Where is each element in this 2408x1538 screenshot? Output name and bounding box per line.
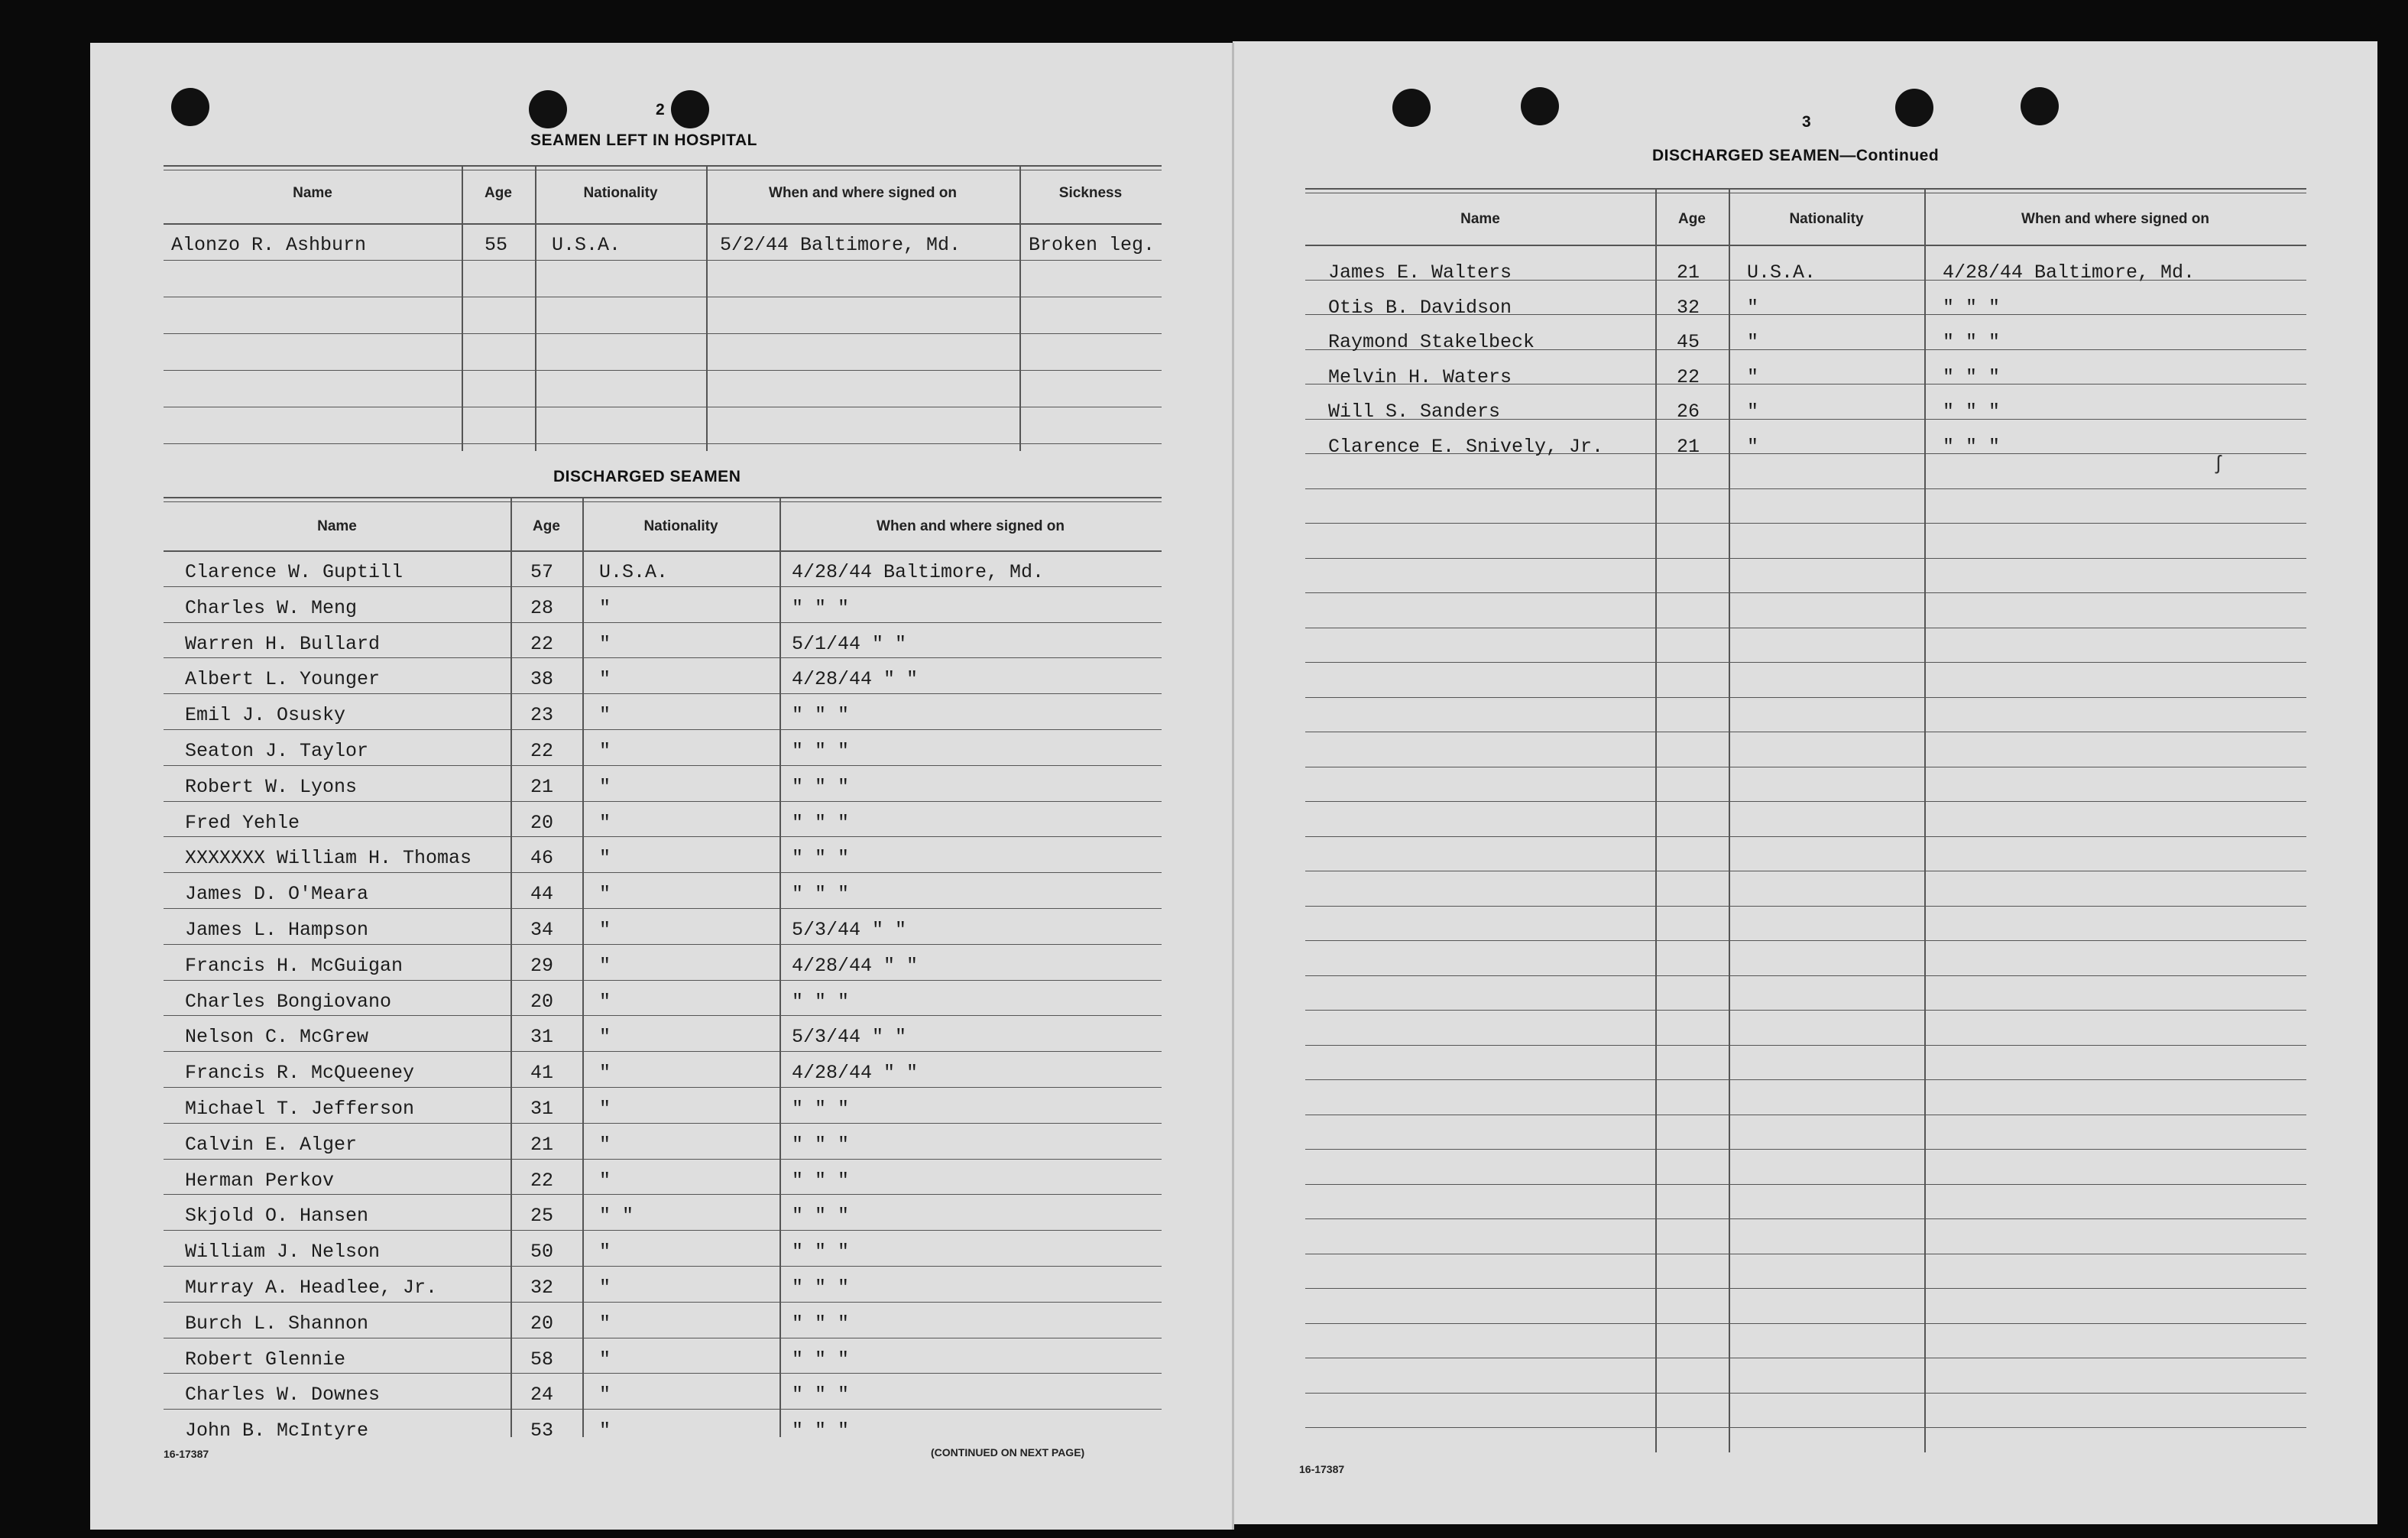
row-rule [164, 443, 1162, 444]
pencil-mark: ʃ [2216, 451, 2221, 474]
cell-signed: " " " [792, 883, 850, 906]
cell-signed: " " " [792, 740, 850, 762]
cell-name: Charles W. Downes [185, 1384, 381, 1407]
row-rule [164, 729, 1162, 730]
cell-nationality: " [599, 668, 611, 691]
column-header: Age [533, 518, 560, 534]
cell-signed: " " " [792, 1241, 850, 1264]
cell-name: Calvin E. Alger [185, 1133, 358, 1156]
row-rule [164, 980, 1162, 981]
column-divider [535, 165, 536, 451]
cell-age: 38 [530, 668, 554, 691]
column-divider [1729, 188, 1730, 1452]
punch-hole [1392, 89, 1431, 127]
row-rule [164, 1230, 1162, 1231]
column-header: Nationality [583, 185, 658, 201]
column-header: Name [293, 185, 332, 201]
cell-nationality: " [1747, 365, 1759, 388]
cell-nationality: " [599, 1420, 611, 1442]
row-rule [1305, 1184, 2306, 1185]
cell-name: Francis R. McQueeney [185, 1062, 415, 1085]
row-rule [164, 1266, 1162, 1267]
column-header: When and where signed on [2021, 211, 2209, 227]
cell-nationality: " [599, 1277, 611, 1299]
row-rule [164, 944, 1162, 945]
row-rule [164, 260, 1162, 261]
cell-age: 22 [1677, 365, 1700, 388]
cell-signed: " " " [792, 1098, 850, 1120]
cell-nationality: U.S.A. [552, 234, 621, 256]
column-header: Age [1678, 211, 1706, 227]
cell-age: 22 [530, 632, 554, 655]
cell-nationality: " [599, 596, 611, 619]
row-rule [164, 693, 1162, 694]
column-divider [1655, 188, 1657, 1452]
column-header: Nationality [1789, 211, 1864, 227]
cell-name: James L. Hampson [185, 919, 369, 941]
cell-age: 20 [530, 811, 554, 834]
cell-age: 31 [530, 1026, 554, 1049]
cell-nationality: " " [599, 1205, 634, 1228]
cell-name: Clarence E. Snively, Jr. [1328, 435, 1604, 458]
cell-name: Robert W. Lyons [185, 775, 358, 798]
cell-nationality: " [599, 1384, 611, 1407]
table-top-rule [164, 501, 1162, 502]
cell-nationality: " [599, 1241, 611, 1264]
cell-signed: " " " [792, 704, 850, 727]
cell-nationality: U.S.A. [1747, 261, 1817, 284]
row-rule [164, 1302, 1162, 1303]
header-rule [164, 223, 1162, 225]
row-rule [1305, 1079, 2306, 1080]
punch-hole [1895, 89, 1933, 127]
row-rule [164, 1051, 1162, 1052]
row-rule [1305, 836, 2306, 837]
cell-nationality: " [1747, 331, 1759, 353]
punch-hole [171, 88, 209, 126]
cell-name: Albert L. Younger [185, 668, 381, 691]
cell-name: Charles Bongiovano [185, 990, 392, 1013]
row-rule [1305, 697, 2306, 698]
cell-age: 25 [530, 1205, 554, 1228]
punch-hole [1521, 87, 1559, 125]
cell-age: 21 [530, 1133, 554, 1156]
cell-signed: " " " [792, 1169, 850, 1192]
cell-nationality: " [599, 1348, 611, 1371]
cell-age: 32 [1677, 296, 1700, 319]
right-page-number: 3 [1802, 113, 1811, 131]
cell-name: James E. Walters [1328, 261, 1512, 284]
header-rule [164, 550, 1162, 552]
row-rule [1305, 906, 2306, 907]
cell-age: 28 [530, 596, 554, 619]
cell-age: 22 [530, 740, 554, 762]
column-divider [462, 165, 463, 451]
row-rule [164, 836, 1162, 837]
cell-age: 24 [530, 1384, 554, 1407]
row-rule [164, 333, 1162, 334]
table-top-rule [1305, 188, 2306, 190]
cell-signed: " " " [792, 811, 850, 834]
row-rule [164, 1015, 1162, 1016]
row-rule [164, 657, 1162, 658]
row-rule [164, 622, 1162, 623]
row-rule [1305, 801, 2306, 802]
cell-name: Nelson C. McGrew [185, 1026, 369, 1049]
cell-age: 29 [530, 954, 554, 977]
row-rule [1305, 1218, 2306, 1219]
row-rule [164, 1409, 1162, 1410]
cell-age: 53 [530, 1420, 554, 1442]
cell-name: Michael T. Jefferson [185, 1098, 415, 1120]
cell-signed: 4/28/44 " " [792, 1062, 919, 1085]
cell-age: 20 [530, 1312, 554, 1335]
cell-signed: " " " [792, 775, 850, 798]
column-header: When and where signed on [769, 185, 957, 201]
cell-nationality: " [599, 1133, 611, 1156]
punch-hole [671, 90, 709, 128]
continued-note: (CONTINUED ON NEXT PAGE) [931, 1446, 1085, 1459]
cell-age: 55 [485, 234, 508, 256]
column-divider [1019, 165, 1021, 451]
cell-signed: 4/28/44 " " [792, 954, 919, 977]
cell-age: 44 [530, 883, 554, 906]
column-header: Age [485, 185, 512, 201]
cell-signed: 5/1/44 " " [792, 632, 907, 655]
row-rule [164, 1194, 1162, 1195]
cell-name: Raymond Stakelbeck [1328, 331, 1535, 353]
column-header: Sickness [1058, 185, 1123, 201]
row-rule [1305, 940, 2306, 941]
row-rule [1305, 558, 2306, 559]
cell-name: Warren H. Bullard [185, 632, 381, 655]
row-rule [164, 872, 1162, 873]
cell-name: John B. McIntyre [185, 1420, 369, 1442]
cell-signed: 4/28/44 " " [792, 668, 919, 691]
cell-age: 23 [530, 704, 554, 727]
cell-name: Skjold O. Hansen [185, 1205, 369, 1228]
cell-nationality: " [599, 775, 611, 798]
cell-signed: " " " [792, 990, 850, 1013]
cell-nationality: " [599, 632, 611, 655]
cell-signed: 5/3/44 " " [792, 919, 907, 941]
cell-age: 41 [530, 1062, 554, 1085]
row-rule [164, 765, 1162, 766]
row-rule [1305, 1427, 2306, 1428]
row-rule [1305, 662, 2306, 663]
cell-name: James D. O'Meara [185, 883, 369, 906]
cell-name: Otis B. Davidson [1328, 296, 1512, 319]
row-rule [1305, 1010, 2306, 1011]
cell-nationality: " [1747, 296, 1759, 319]
cell-signed: " " " [1943, 331, 2001, 353]
cell-age: 21 [1677, 435, 1700, 458]
cell-name: Charles W. Meng [185, 596, 358, 619]
cell-nationality: " [599, 740, 611, 762]
row-rule [164, 908, 1162, 909]
cell-nationality: " [599, 1026, 611, 1049]
cell-signed: " " " [792, 1205, 850, 1228]
cell-signed: " " " [1943, 365, 2001, 388]
cell-age: 20 [530, 990, 554, 1013]
cell-age: 32 [530, 1277, 554, 1299]
cell-nationality: " [599, 847, 611, 870]
row-rule [1305, 1045, 2306, 1046]
cell-nationality: " [1747, 401, 1759, 423]
cell-age: 21 [530, 775, 554, 798]
cell-nationality: " [599, 883, 611, 906]
row-rule [1305, 1323, 2306, 1324]
row-rule [164, 1123, 1162, 1124]
cell-nationality: " [599, 1098, 611, 1120]
column-divider [510, 497, 512, 1437]
table-top-rule [164, 497, 1162, 498]
cell-nationality: " [599, 990, 611, 1013]
row-rule [1305, 592, 2306, 593]
cell-nationality: " [599, 704, 611, 727]
cell-name: Will S. Sanders [1328, 401, 1501, 423]
cell-age: 26 [1677, 401, 1700, 423]
row-rule [1305, 1288, 2306, 1289]
row-rule [1305, 488, 2306, 489]
cell-age: 50 [530, 1241, 554, 1264]
cell-age: 46 [530, 847, 554, 870]
cell-nationality: " [599, 811, 611, 834]
column-header: Nationality [643, 518, 718, 534]
cell-name: Murray A. Headlee, Jr. [185, 1277, 438, 1299]
cell-name: Alonzo R. Ashburn [171, 234, 367, 256]
row-rule [1305, 523, 2306, 524]
row-rule [1305, 975, 2306, 976]
cell-name: Clarence W. Guptill [185, 561, 403, 583]
punch-hole [529, 90, 567, 128]
discharged-section-title: DISCHARGED SEAMEN [553, 468, 741, 485]
left-page-number: 2 [656, 101, 665, 118]
right-form-number: 16-17387 [1299, 1463, 1345, 1475]
cell-age: 58 [530, 1348, 554, 1371]
column-divider [1924, 188, 1926, 1452]
cell-signed: 4/28/44 Baltimore, Md. [792, 561, 1045, 583]
cell-signed: " " " [792, 1420, 850, 1442]
cell-name: Robert Glennie [185, 1348, 346, 1371]
left-form-number: 16-17387 [164, 1448, 209, 1460]
row-rule [164, 801, 1162, 802]
hospital-section-title: SEAMEN LEFT IN HOSPITAL [530, 131, 757, 149]
cell-signed: " " " [792, 847, 850, 870]
cell-nationality: " [599, 1062, 611, 1085]
cell-name: Fred Yehle [185, 811, 300, 834]
cell-signed: " " " [792, 1277, 850, 1299]
row-rule [164, 370, 1162, 371]
cell-name: Burch L. Shannon [185, 1312, 369, 1335]
cell-sickness: Broken leg. [1029, 234, 1155, 256]
cell-signed: 4/28/44 Baltimore, Md. [1943, 261, 2196, 284]
cell-age: 21 [1677, 261, 1700, 284]
cell-name: William J. Nelson [185, 1241, 381, 1264]
cell-signed: " " " [792, 1312, 850, 1335]
cell-nationality: " [599, 954, 611, 977]
column-header: When and where signed on [877, 518, 1065, 534]
cell-signed: " " " [1943, 296, 2001, 319]
column-divider [706, 165, 708, 451]
cell-nationality: " [599, 1169, 611, 1192]
cell-name: Emil J. Osusky [185, 704, 346, 727]
header-rule [1305, 245, 2306, 246]
column-header: Name [317, 518, 357, 534]
cell-signed: " " " [792, 1384, 850, 1407]
cell-signed: " " " [1943, 401, 2001, 423]
cell-name: Herman Perkov [185, 1169, 335, 1192]
cell-age: 34 [530, 919, 554, 941]
cell-signed: " " " [792, 1133, 850, 1156]
cell-name: Francis H. McGuigan [185, 954, 403, 977]
right-section-title: DISCHARGED SEAMEN—Continued [1652, 147, 1940, 164]
cell-name: Seaton J. Taylor [185, 740, 369, 762]
column-divider [582, 497, 584, 1437]
table-top-rule [164, 165, 1162, 167]
punch-hole [2021, 87, 2059, 125]
cell-nationality: " [1747, 435, 1759, 458]
row-rule [164, 1159, 1162, 1160]
cell-signed: " " " [1943, 435, 2001, 458]
cell-nationality: " [599, 919, 611, 941]
cell-nationality: " [599, 1312, 611, 1335]
cell-signed: " " " [792, 1348, 850, 1371]
cell-nationality: U.S.A. [599, 561, 669, 583]
cell-signed: " " " [792, 596, 850, 619]
cell-signed: 5/3/44 " " [792, 1026, 907, 1049]
cell-name: Melvin H. Waters [1328, 365, 1512, 388]
cell-age: 31 [530, 1098, 554, 1120]
page-fold [1232, 43, 1234, 1530]
row-rule [164, 586, 1162, 587]
row-rule [1305, 1393, 2306, 1394]
cell-name: XXXXXXX William H. Thomas [185, 847, 472, 870]
cell-age: 45 [1677, 331, 1700, 353]
cell-age: 22 [530, 1169, 554, 1192]
row-rule [1305, 1149, 2306, 1150]
column-header: Name [1460, 211, 1500, 227]
column-divider [779, 497, 781, 1437]
cell-age: 57 [530, 561, 554, 583]
row-rule [164, 1087, 1162, 1088]
cell-signed: 5/2/44 Baltimore, Md. [720, 234, 961, 256]
row-rule [164, 1373, 1162, 1374]
